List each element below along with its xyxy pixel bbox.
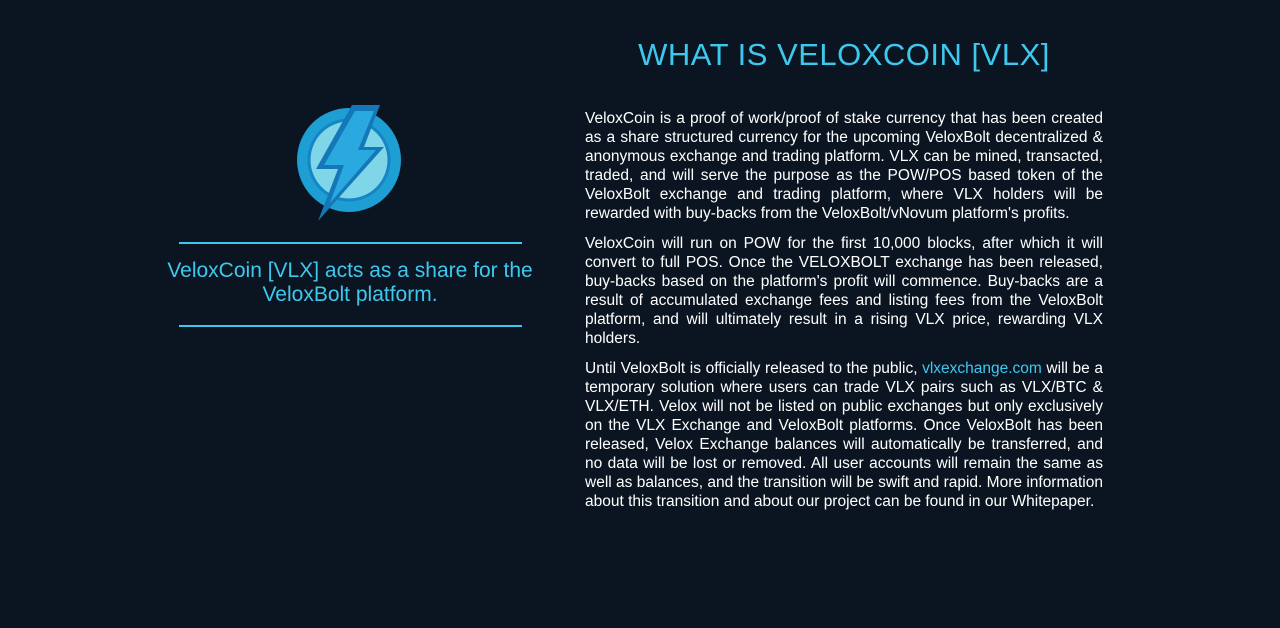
- tagline: VeloxCoin [VLX] acts as a share for the VeloxBolt platform.: [167, 259, 533, 306]
- description-content: [585, 109, 1103, 522]
- paragraph-3-start: Until VeloxBolt is officially released to the public,: [585, 360, 923, 377]
- paragraph-1: VeloxCoin is a proof of work/proof of stake currency that has been created as a share structured currency for the upcoming VeloxBolt decentralized & anonymous exchange and trading platform. VLX can be mined, transacted, traded, and will serve the purpose as the POW/POS based token of the VeloxBolt exchange and trading platform, where VLX holders will be rewarded with buy-backs from the VeloxBolt/vNovum platform's profits.: [585, 110, 1103, 222]
- tagline-divider-top: [179, 242, 522, 244]
- lightning-bolt-coin-icon: [294, 103, 406, 223]
- page-title: WHAT IS VELOXCOIN [VLX]: [638, 37, 1050, 72]
- paragraph-2: VeloxCoin will run on POW for the first 10,000 blocks, after which it will convert to full POS. Once the VELOXBOLT exchange has been released, buy-backs based on the platform's profit will commence. Buy-backs are a result of accumulated exchange fees and listing fees from the VeloxBolt platform, and will ultimately result in a rising VLX price, rewarding VLX holders.: [585, 235, 1103, 347]
- tagline-divider-bottom: [179, 325, 522, 327]
- paragraph-3: [585, 359, 1103, 511]
- veloxcoin-logo: [294, 103, 406, 223]
- vlxexchange-link[interactable]: vlxexchange.com: [922, 360, 1042, 377]
- paragraph-3-end: will be a temporary solution where users can trade VLX pairs such as VLX/BTC & VLX/ETH. Velox will not be listed on public exchanges but only exclusively on the VLX Exchange and VeloxBolt platforms. Once VeloxBolt has been released, Velox Exchange balances will automatically be transferred, and no data will be lost or removed. All user accounts will remain the same as well as balances, and the transition will be swift and rapid. More information about this transition and about our project can be found in our Whitepaper.: [585, 360, 1103, 510]
